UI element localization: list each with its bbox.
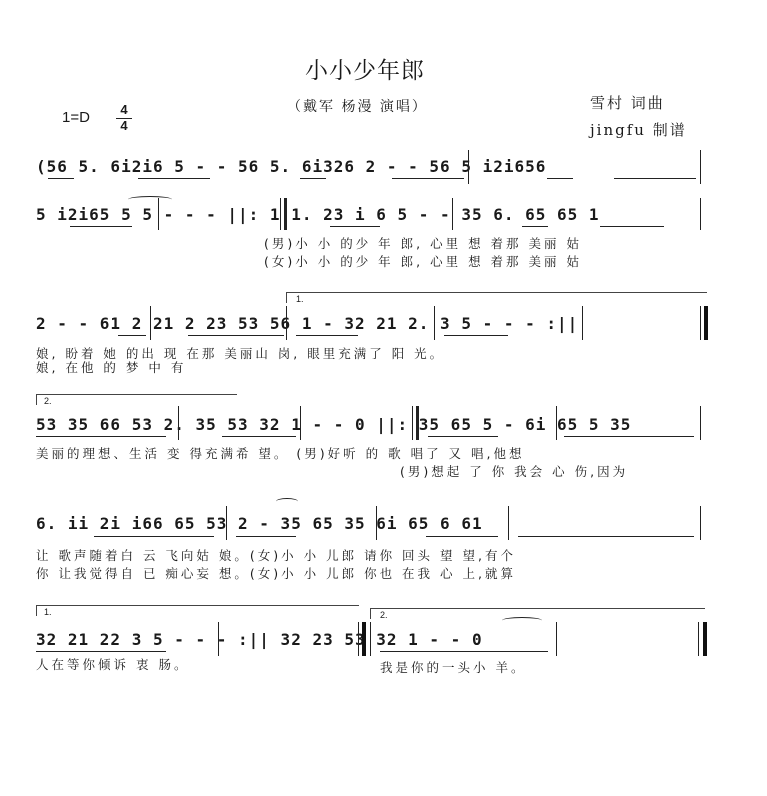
performers-credit: （戴军 杨漫 演唱） [287, 99, 428, 115]
beam-underline [118, 335, 146, 336]
first-ending-bracket [36, 605, 359, 616]
repeat-end-thick [704, 306, 708, 340]
barline [700, 198, 701, 230]
beam-underline [138, 178, 210, 179]
repeat-start-thick [284, 198, 287, 230]
notation-row-2: 5 i2i65 5 5 - - - ||: 1 1. 23 i 6 5 - - 35 6. 65 65 1 [36, 205, 600, 224]
notation-row-5: 6. ii 2i i66 65 53 2 - 35 65 35 6i 65 6 61 [36, 514, 483, 533]
barline [150, 306, 151, 340]
barline [158, 198, 159, 230]
barline [226, 506, 227, 540]
barline [700, 406, 701, 440]
lyric-row-2-verse-2: (女)小 小 的少 年 郎, 心里 想 着那 美丽 姑 [264, 254, 582, 269]
barline [700, 150, 701, 184]
lyric-row-5-verse-1: 让 歌声随着白 云 飞向姑 娘。(女)小 小 儿郎 请你 回头 望 望,有个 [36, 548, 516, 563]
second-ending-number: 2. [380, 610, 388, 620]
arranger-credit: jingfu 制谱 [590, 121, 687, 139]
lyric-row-6-verse-2: 我是你的一头小 羊。 [380, 660, 527, 675]
beam-underline [564, 436, 694, 437]
beam-underline [300, 178, 326, 179]
beam-underline [392, 178, 464, 179]
barline [556, 406, 557, 440]
beam-underline [36, 436, 166, 437]
beam-underline [188, 335, 284, 336]
beam-underline [518, 536, 694, 537]
beam-underline [600, 226, 664, 227]
notation-row-1: (56 5. 6i2i6 5 - - 56 5. 6i326 2 - - 56 5 i2i656 [36, 157, 547, 176]
beam-underline [614, 178, 696, 179]
barline [376, 506, 377, 540]
barline [370, 622, 371, 656]
barline [178, 406, 179, 440]
end-barline [698, 622, 699, 656]
lyric-row-3-verse-2: 娘, 在他 的 梦 中 有 [36, 360, 187, 375]
song-title: 小小少年郎 [305, 58, 425, 84]
repeat-end-thick [362, 622, 366, 656]
beam-underline [380, 651, 548, 652]
repeat-start-barline [280, 198, 281, 230]
lyric-row-6-verse-1: 人在等你倾诉 衷 肠。 [36, 657, 190, 672]
second-ending-number: 2. [44, 396, 52, 406]
lyric-row-5-verse-2: 你 让我觉得自 已 痴心妄 想。(女)小 小 儿郎 你也 在我 心 上,就算 [36, 566, 516, 581]
composer-credit: 雪村 词曲 [590, 94, 665, 112]
first-ending-bracket [286, 292, 707, 303]
notation-row-6: 32 21 22 3 5 - - - :|| 32 23 53 32 1 - - 0 [36, 630, 483, 649]
repeat-start-barline [412, 406, 413, 440]
barline [508, 506, 509, 540]
repeat-end-barline [700, 306, 701, 340]
barline [700, 506, 701, 540]
barline [286, 306, 287, 340]
time-sig-bottom: 4 [120, 118, 128, 133]
beam-underline [428, 436, 498, 437]
beam-underline [426, 536, 498, 537]
end-barline-thick [703, 622, 707, 656]
barline [556, 622, 557, 656]
first-ending-number: 1. [44, 607, 52, 617]
first-ending-number: 1. [296, 294, 304, 304]
barline [468, 150, 469, 184]
beam-underline [222, 436, 296, 437]
beam-underline [330, 226, 380, 227]
beam-underline [94, 536, 214, 537]
slur [128, 196, 172, 203]
lyric-row-4-verse-2: (男)想起 了 你 我会 心 伤,因为 [400, 464, 629, 479]
beam-underline [70, 226, 132, 227]
time-sig-top: 4 [120, 102, 128, 117]
repeat-end-barline [358, 622, 359, 656]
beam-underline [522, 226, 548, 227]
beam-underline [547, 178, 573, 179]
barline [218, 622, 219, 656]
barline [300, 406, 301, 440]
key-signature: 1=D [62, 109, 90, 126]
barline [434, 306, 435, 340]
slur [276, 498, 298, 505]
lyric-row-4-verse-1: 美丽的理想、生活 变 得充满希 望。 (男)好听 的 歌 唱了 又 唱,他想 [36, 446, 525, 461]
beam-underline [48, 178, 74, 179]
beam-underline [444, 335, 508, 336]
notation-row-3: 2 - - 61 2 21 2 23 53 56 1 - 32 21 2. 3 5 - - - :|| [36, 314, 579, 333]
slur [502, 617, 542, 624]
lyric-row-3-verse-1: 娘, 盼着 她 的出 现 在那 美丽山 岗, 眼里充满了 阳 光。 [36, 346, 446, 361]
barline [582, 306, 583, 340]
notation-row-4: 53 35 66 53 2. 35 53 32 1 - - 0 ||: 35 65 5 - 6i 65 5 35 [36, 415, 632, 434]
barline [452, 198, 453, 230]
beam-underline [296, 335, 358, 336]
lyric-row-2-verse-1: (男)小 小 的少 年 郎, 心里 想 着那 美丽 姑 [264, 236, 582, 251]
repeat-start-thick [416, 406, 419, 440]
beam-underline [36, 651, 166, 652]
beam-underline [236, 536, 296, 537]
second-ending-bracket [36, 394, 237, 405]
